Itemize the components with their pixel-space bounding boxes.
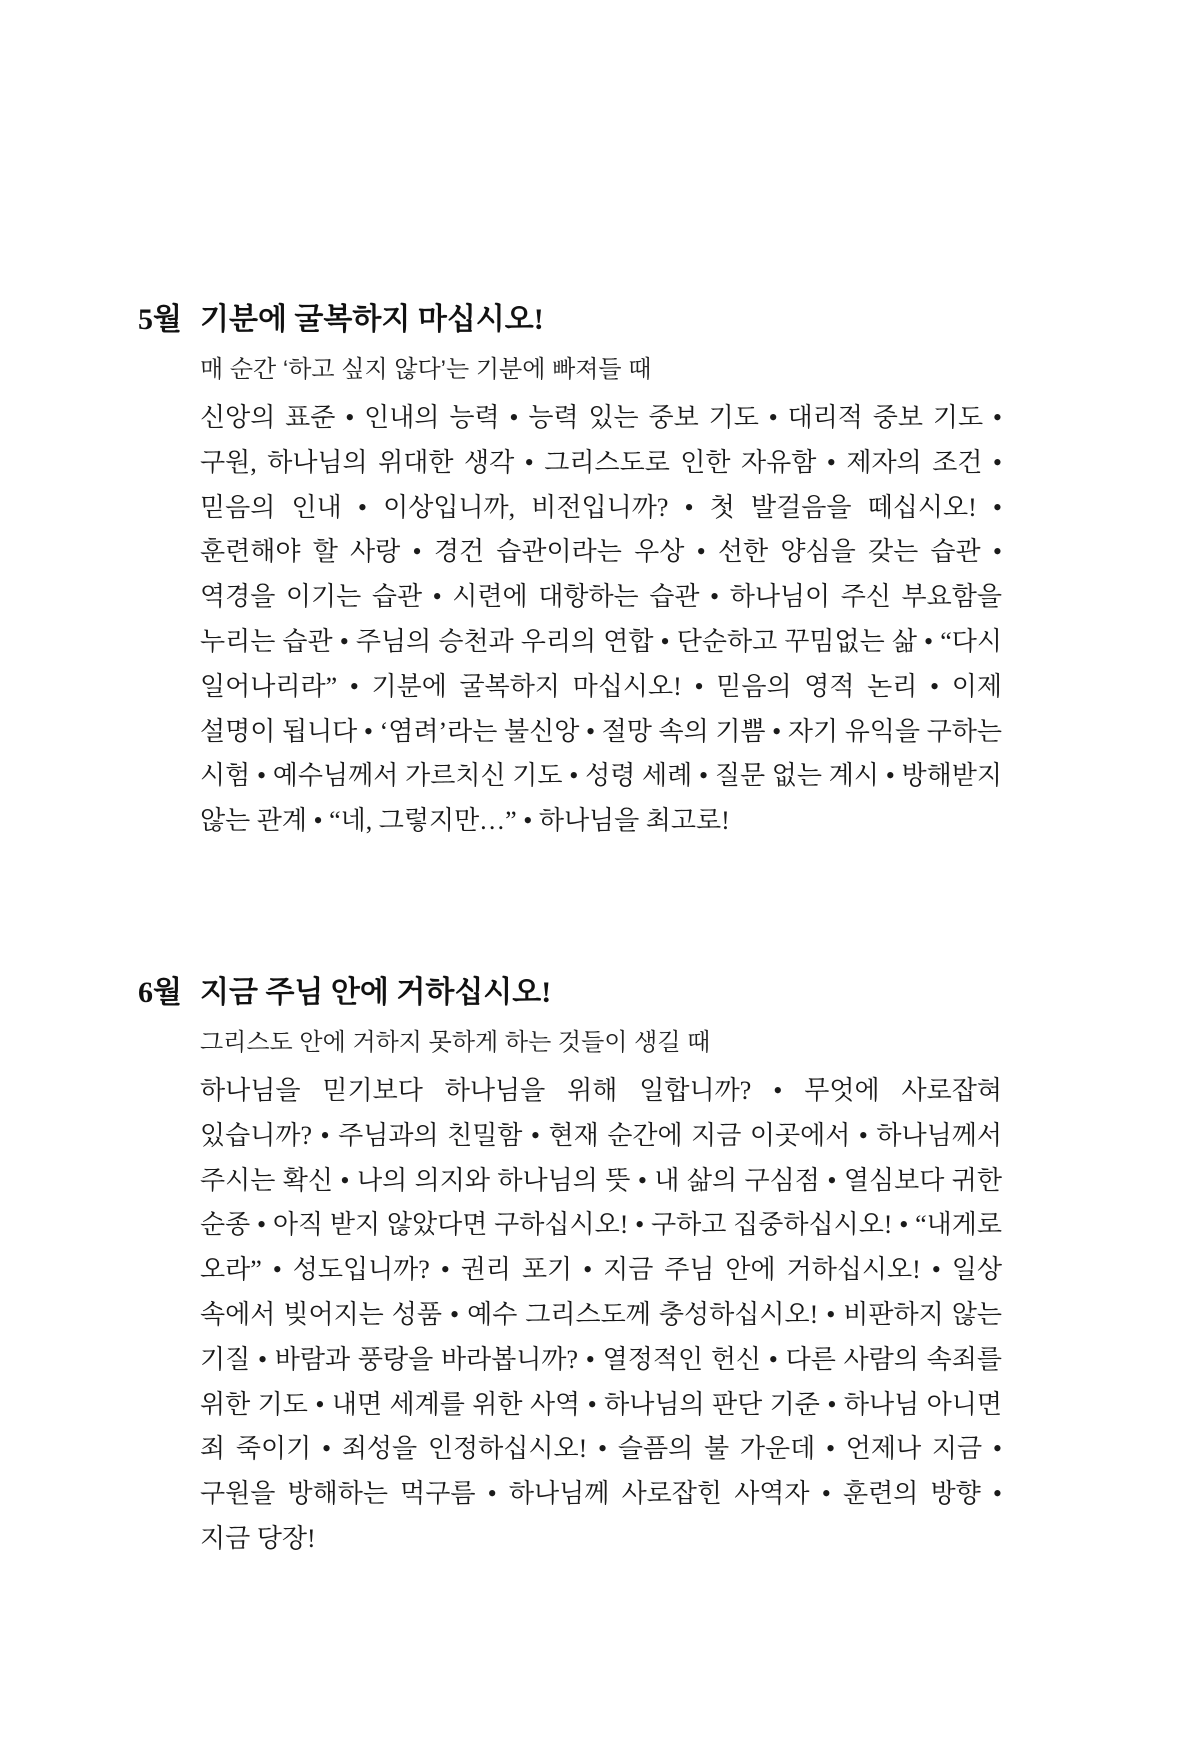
month-section-may [138, 300, 1048, 844]
section-title: 지금 주님 안에 거하십시오! [199, 976, 552, 1009]
section-subtitle: 매 순간 ‘하고 싶지 않다’는 기분에 빠져들 때 [200, 356, 652, 383]
section-heading [138, 973, 1048, 1013]
section-subtitle: 그리스도 안에 거하지 못하게 하는 것들이 생길 때 [200, 1029, 711, 1056]
month-section-june [138, 973, 1048, 1562]
month-label: 5월 [138, 303, 182, 336]
section-heading [138, 300, 1048, 340]
month-label: 6월 [138, 976, 182, 1009]
topic-list: 신앙의 표준 • 인내의 능력 • 능력 있는 중보 기도 • 대리적 중보 기도 • 구원, 하나님의 위대한 생각 • 그리스도로 인한 자유함 • 제자의 조건 • 믿음의 인내 • 이상입니까, 비전입니까? • 첫 발걸음을 떼십시오! • 훈련해야 할 사랑 • 경건 습관이라는 우상 • 선한 양심을 갖는 습관 • 역경을 이기는 습관 • 시련에 대항하는 습관 • 하나님이 주신 부요함을 누리는 습관 • 주님의 승천과 우리의 연합 • 단순하고 꾸밈없는 삶 • “다시 일어나리라” • 기분에 굴복하지 마십시오! • 믿음의 영적 논리 • 이제 설명이 됩니다 • ‘염려’라는 불신앙 • 절망 속의 기쁨 • 자기 유익을 구하는 시험 • 예수님께서 가르치신 기도 • 성령 세례 • 질문 없는 계시 • 방해받지 않는 관계 • “네, 그렇지만…” • 하나님을 최고로! [200, 403, 1002, 836]
topic-list: 하나님을 믿기보다 하나님을 위해 일합니까? • 무엇에 사로잡혀 있습니까? • 주님과의 친밀함 • 현재 순간에 지금 이곳에서 • 하나님께서 주시는 확신 • 나의 의지와 하나님의 뜻 • 내 삶의 구심점 • 열심보다 귀한 순종 • 아직 받지 않았다면 구하십시오! • 구하고 집중하십시오! • “내게로 오라” • 성도입니까? • 권리 포기 • 지금 주님 안에 거하십시오! • 일상 속에서 빚어지는 성품 • 예수 그리스도께 충성하십시오! • 비판하지 않는 기질 • 바람과 풍랑을 바라봅니까? • 열정적인 헌신 • 다른 사람의 속죄를 위한 기도 • 내면 세계를 위한 사역 • 하나님의 판단 기준 • 하나님 아니면 죄 죽이기 • 죄성을 인정하십시오! • 슬픔의 불 가운데 • 언제나 지금 • 구원을 방해하는 먹구름 • 하나님께 사로잡힌 사역자 • 훈련의 방향 • 지금 당장! [200, 1076, 1002, 1553]
section-title: 기분에 굴복하지 마십시오! [199, 303, 544, 336]
